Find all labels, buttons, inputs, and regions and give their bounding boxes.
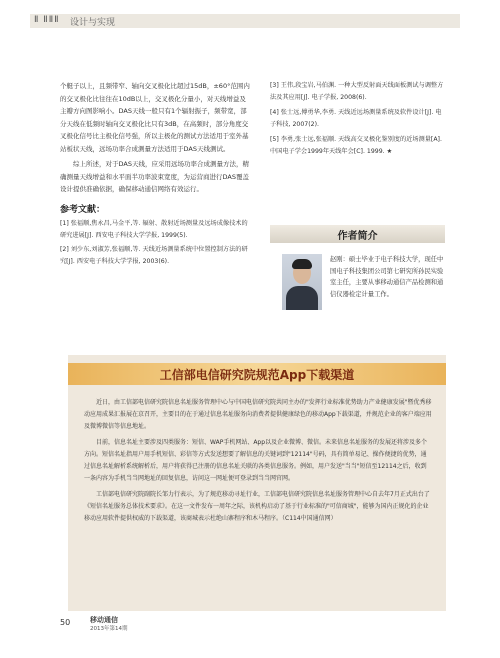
author-heading: 作者简介	[337, 230, 378, 242]
author-photo	[282, 254, 322, 310]
reference-item: [5] 李勇,张士远,张福顺. 天线高交叉极化鉴别度的近场测量[A]. 中国电子学会1999年天线年会[C]. 1999. ★	[270, 136, 442, 155]
reference-item: [4] 张士远,傅勇华,李勇. 天线近远场测量系统及软件设计[J]. 电子科技, 2007(2).	[270, 109, 442, 128]
news-box	[68, 355, 446, 611]
references-heading: 参考文献：	[60, 204, 106, 215]
header-mark: Ⅱ ⅡⅡⅡ	[34, 15, 60, 25]
reference-item: [3] 王伟,段宝岩,马伯渊. 一种大型反射面天线面板测试与调整方法及其应用[J]. 电子学报, 2008(6).	[270, 82, 444, 101]
section-title: 设计与实现	[70, 18, 116, 28]
magazine-logo: 移动通信	[90, 616, 118, 624]
reference-item: [2] 刘少东,刘淑芳,张福顺,等. 天线近场测量系统中位置控制方法的研究[J]. 西安电子科技大学学报, 2003(6).	[60, 246, 248, 265]
news-paragraph: 近日，由工信部电信研究院信息名址服务管理中心与中国电信研究院共同主办的"发挥行业标准优势助力产业健康发展"暨优秀移动应用成果汇报展在京召开，主要目的在于通过信息名址服务向消费者提供健康绿色的移动App下载渠道，并规范企业的客户端应用及微博微信等信息地址。	[84, 399, 432, 430]
issue-label: 2013年第14期	[90, 626, 128, 632]
news-title-bar	[68, 363, 446, 385]
news-body	[84, 397, 432, 529]
page-number: 50	[60, 618, 71, 627]
paragraph: 个艇子以上，且频带窄、轴向交叉极化比超过15dB，±60°范围内的交叉极化比往往在10dB以上，交叉极化分量小，对天线增益及主瓣方向图影响小。DAS天线一般只有1个辐射振子，频带宽，部分天线在低频时轴向交叉极化比只有3dB，在高频时，部分角度交叉极化信号比主极化信号强，所以主极化的测试方法适用于室外基站板状天线，远场功率合成测量方法适用于DAS天线测试。	[60, 82, 250, 153]
news-title: 工信部电信研究院规范App下载渠道	[159, 367, 355, 382]
news-paragraph: 工信部电信研究院副院长邹力行表示，为了规范移动寻址行业，工信部电信研究院信息名址服务管理中心自去年7月正式出台了《短信名址服务总体技术要求》。在这一文件发布一周年之际，该机构启动了基于行业标准的"可信商城"，能够为国内正规化的企业移动应用软件提供权威的下载渠道，该商城表示杜绝山寨程序和木马程序。（C114中国通信网）	[84, 491, 430, 522]
photo-body	[286, 286, 318, 310]
right-column	[270, 80, 445, 161]
photo-hair	[292, 259, 312, 269]
reference-item: [1] 张福顺,焦永昌,马金平,等. 辐射、散射近场测量及远场成像技术的研究进展[J]. 西安电子科技大学学报, 1999(5).	[60, 220, 248, 239]
paragraph: 综上所述，对于DAS天线，应采用远场功率合成测量方法，精确测量天线增益和水平面半功率波束宽度，为运营商进行DAS覆盖设计提供准确依据，确保移动通信网络有效运行。	[60, 160, 249, 193]
page-header	[30, 10, 470, 30]
page-footer	[60, 614, 440, 634]
news-paragraph: 目前，信息名址主要涉及四类服务：短信、WAP手机网站、App以及企业微博、微信。未来信息名址服务的发展还将涉及多个方向。短信名址指用户用手机短信、彩信等方式发送想要了解信息的关键词到"12114"号码，具有简单易记、操作便捷的优势，通过信息名址解析系统解析后，用户将获得已注册的信息名址关联的各类信息服务。例如，用户发送"当当"短信至12114之后，收到一条内容为手机当当网地址的回复信息，访问这一网址便可登录到当当网官网。	[84, 439, 428, 482]
author-heading-bar	[270, 225, 445, 243]
left-column	[60, 80, 250, 270]
author-bio: 赵刚：硕士毕业于电子科技大学，现任中国电子科技集团公司第七研究所孙民实验室主任，主要从事移动通信产品检测和通信仪器检定计量工作。	[330, 256, 444, 298]
